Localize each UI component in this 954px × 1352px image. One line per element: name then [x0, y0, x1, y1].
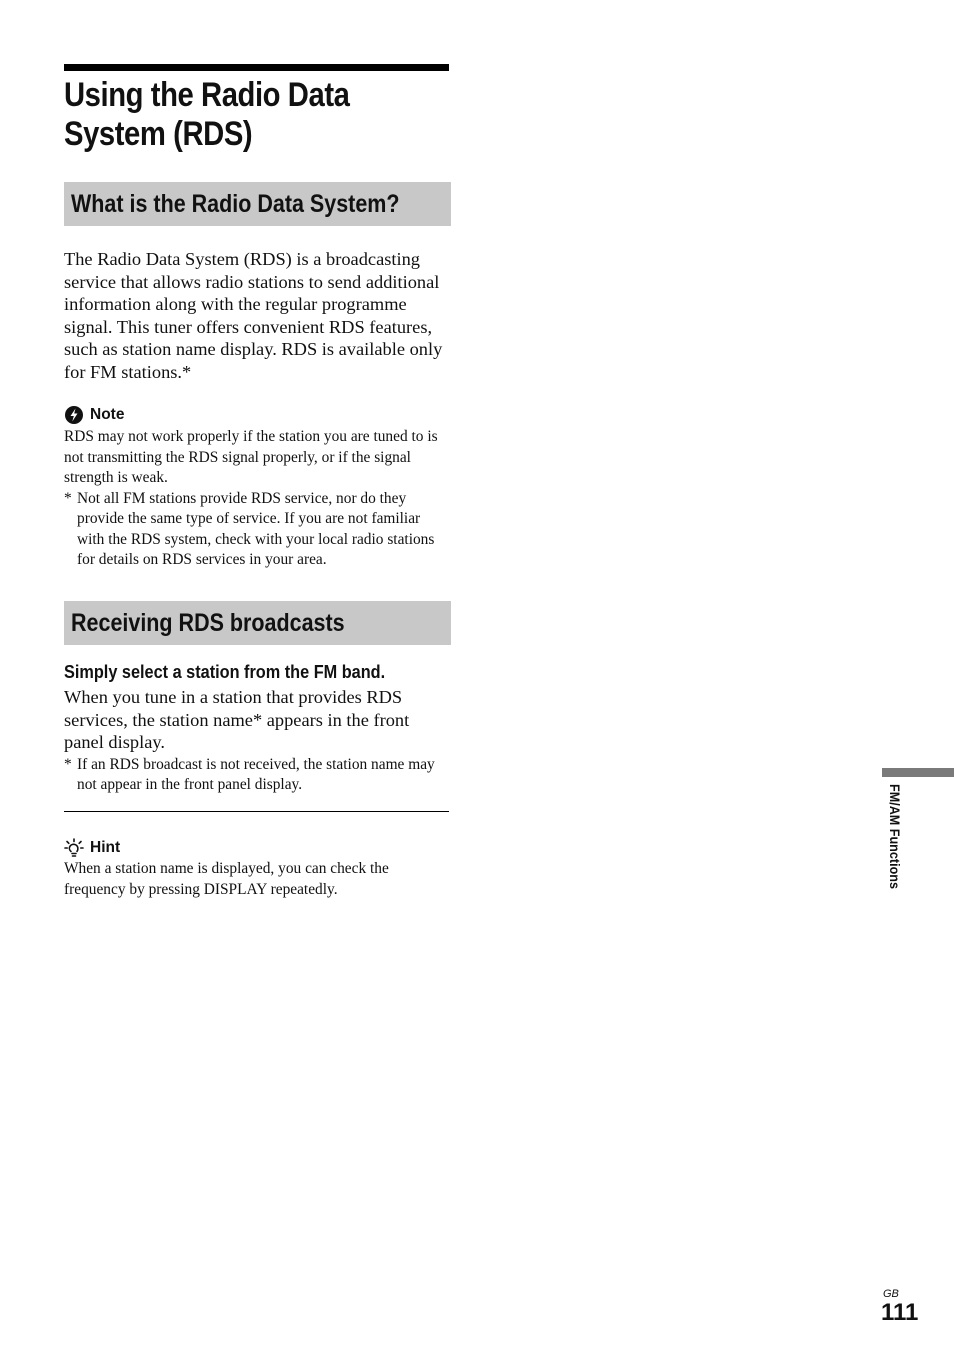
rds-footnote — [64, 489, 451, 571]
step-heading — [64, 661, 451, 683]
hint-block — [64, 838, 451, 900]
section-what-is-rds-body — [64, 248, 451, 384]
note-block — [64, 405, 451, 571]
footnote-text: Not all FM stations provide RDS service, nor do they provide the same type of service. If you are not familiar with the RDS system, check with your local radio stations for details on RDS services in your area. — [77, 489, 435, 568]
page-title-line1: Using the Radio Data — [64, 76, 350, 114]
section-heading-what-is-rds-text: What is the Radio Data System? — [71, 190, 400, 218]
chapter-label: FM/AM Functions — [887, 784, 903, 889]
page-title-line2: System (RDS) — [64, 115, 253, 153]
title-rule — [64, 64, 449, 71]
hint-text: When a station name is displayed, you can check the frequency by pressing DISPLAY repeatedly. — [64, 860, 389, 898]
page-number: 111 — [881, 1299, 919, 1326]
note-label: Note — [90, 406, 125, 423]
section-heading-receiving-rds — [64, 601, 451, 645]
hint-label: Hint — [90, 839, 121, 856]
receiving-description: When you tune in a station that provides RDS services, the station name* appears in the front panel display. — [64, 687, 410, 753]
footnote-mark-2: * — [64, 755, 72, 773]
note-icon — [64, 405, 84, 425]
note-label-row — [64, 405, 451, 425]
hint-label-row — [64, 838, 451, 858]
hint-lightbulb-icon — [64, 838, 84, 858]
chapter-tab-bar — [882, 768, 954, 777]
footnote-text-2: If an RDS broadcast is not received, the station name may not appear in the front panel display. — [77, 755, 435, 794]
footnote-mark: * — [64, 489, 72, 507]
region-code: GB — [883, 1288, 899, 1300]
section-receiving-rds-body — [64, 661, 451, 796]
station-name-footnote — [64, 755, 451, 796]
note-text: RDS may not work properly if the station you are tuned to is not transmitting the RDS signal properly, or if the signal strength is weak. — [64, 428, 438, 486]
step-heading-text: Simply select a station from the FM band. — [64, 661, 386, 682]
chapter-tab — [886, 784, 906, 924]
section-divider — [64, 811, 449, 812]
section-heading-receiving-rds-text: Receiving RDS broadcasts — [71, 609, 345, 637]
section-heading-what-is-rds — [64, 182, 451, 226]
rds-description: The Radio Data System (RDS) is a broadcasting service that allows radio stations to send additional information along with the regular programme signal. This tuner offers convenient RDS features, such as station name display. RDS is available only for FM stations.* — [64, 249, 443, 382]
page-title — [64, 76, 408, 154]
